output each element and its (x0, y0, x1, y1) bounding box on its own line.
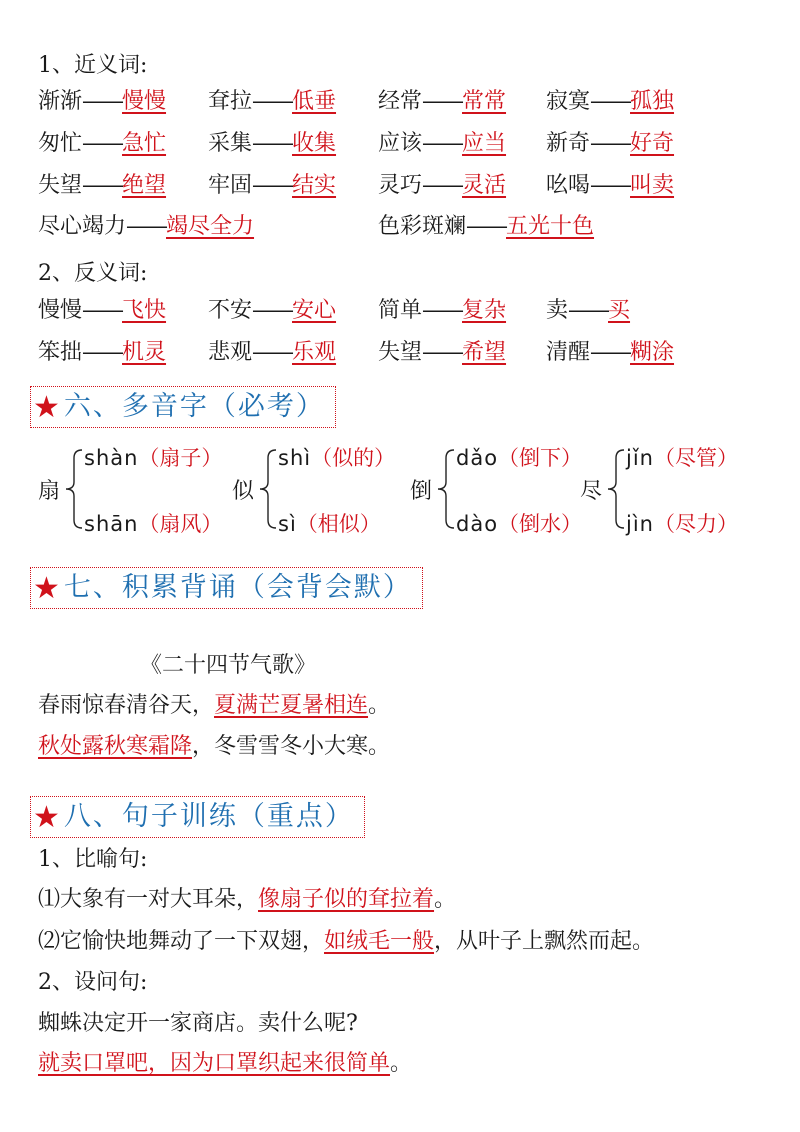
synonym-pair (38, 210, 254, 244)
word: 牢固 (208, 173, 253, 198)
dash: —— (126, 214, 167, 239)
answer: 叫卖 (630, 173, 675, 198)
poem-line-2-red: 秋处露秋寒霜降 (38, 734, 193, 759)
synonyms-heading: 1、近义词: (38, 53, 148, 78)
answer: 买 (608, 298, 631, 323)
pinyin: shì (278, 446, 312, 470)
answer: 安心 (292, 298, 337, 323)
answer: 希望 (462, 340, 507, 365)
dash: —— (82, 340, 123, 365)
rhetorical-question: 蜘蛛决定开一家商店。卖什么呢? (38, 1011, 358, 1036)
star-icon: ★ (33, 390, 60, 425)
word: 吆喝 (546, 173, 591, 198)
poem-line-2 (38, 729, 390, 760)
dash: —— (82, 298, 123, 323)
pinyin: shān (84, 512, 139, 536)
answer: 应当 (462, 131, 507, 156)
word: 采集 (208, 131, 253, 156)
antonym-pair (208, 294, 336, 328)
answer: 低垂 (292, 89, 337, 114)
example-word: （扇风） (138, 512, 223, 536)
word: 渐渐 (38, 89, 83, 114)
brace-icon (62, 448, 84, 530)
dash: —— (252, 131, 293, 156)
word: 耷拉 (208, 89, 253, 114)
poem-line-1 (38, 688, 390, 719)
synonym-pair (378, 169, 506, 203)
sentence-2-red: 如绒毛一般 (324, 929, 435, 954)
antonym-pair (378, 336, 506, 370)
example-word: （倒下） (498, 446, 583, 470)
word: 慢慢 (38, 298, 83, 323)
antonym-pair (38, 294, 166, 328)
antonym-pair (208, 336, 336, 370)
answer-red: 就卖口罩吧，因为口罩织起来很简单 (38, 1051, 391, 1076)
polyphone-reading-top (456, 442, 582, 472)
dash: —— (422, 340, 463, 365)
dash: —— (590, 340, 631, 365)
synonym-pair (38, 127, 166, 161)
pinyin: dào (456, 512, 499, 536)
polyphone-reading-top (84, 442, 222, 472)
polyphone-group (580, 438, 780, 538)
word: 灵巧 (378, 173, 423, 198)
antonym-pair (378, 294, 506, 328)
sentence-1-black: ⑴大象有一对大耳朵， (38, 887, 259, 912)
synonym-pair (378, 127, 506, 161)
antonym-pair (546, 336, 674, 370)
sentence-1-end: 。 (434, 887, 457, 912)
word: 悲观 (208, 340, 253, 365)
section-seven-box (30, 567, 423, 609)
synonym-pair (38, 85, 166, 119)
example-word: （尽管） (653, 446, 738, 470)
dash: —— (590, 89, 631, 114)
answer: 飞快 (122, 298, 167, 323)
metaphor-sentence-2 (38, 924, 654, 955)
dash: —— (422, 89, 463, 114)
example-word: （尽力） (653, 512, 738, 536)
brace-icon (434, 448, 456, 530)
synonym-pair (38, 169, 166, 203)
section-six-title: 六、多音字（必考） (63, 391, 325, 422)
answer: 常常 (462, 89, 507, 114)
synonym-pair (208, 127, 336, 161)
polyphone-group (38, 438, 238, 538)
word: 尽心竭力 (38, 214, 127, 239)
answer: 灵活 (462, 173, 507, 198)
poem-title: 《二十四节气歌》 (140, 653, 317, 678)
answer: 收集 (292, 131, 337, 156)
word: 新奇 (546, 131, 591, 156)
dash: —— (252, 173, 293, 198)
pinyin: shàn (84, 446, 139, 470)
polyphone-group (232, 438, 432, 538)
word: 应该 (378, 131, 423, 156)
polyphone-char: 似 (232, 479, 255, 504)
section-eight-title: 八、句子训练（重点） (63, 801, 354, 832)
star-icon: ★ (33, 800, 60, 835)
synonym-pair (378, 210, 594, 244)
section-six-box (30, 386, 336, 428)
word: 色彩斑斓 (378, 214, 467, 239)
polyphone-char: 尽 (580, 479, 603, 504)
metaphor-heading: 1、比喻句: (38, 847, 148, 872)
dash: —— (82, 173, 123, 198)
dash: —— (252, 89, 293, 114)
answer: 竭尽全力 (166, 214, 255, 239)
example-word: （似的） (311, 446, 396, 470)
section-eight-box (30, 796, 365, 838)
dash: —— (568, 298, 609, 323)
word: 简单 (378, 298, 423, 323)
dash: —— (466, 214, 507, 239)
dash: —— (252, 340, 293, 365)
brace-icon (256, 448, 278, 530)
polyphone-char: 扇 (38, 479, 61, 504)
answer: 糊涂 (630, 340, 675, 365)
polyphone-reading-bottom (84, 508, 222, 538)
poem-line-1-end: 。 (368, 693, 391, 718)
antonym-pair (38, 336, 166, 370)
polyphone-char: 倒 (410, 479, 433, 504)
word: 笨拙 (38, 340, 83, 365)
rhetorical-answer (38, 1046, 412, 1077)
synonym-pair (208, 85, 336, 119)
answer: 复杂 (462, 298, 507, 323)
antonym-pair (546, 294, 630, 328)
sentence-1-red: 像扇子似的耷拉着 (258, 887, 435, 912)
answer: 好奇 (630, 131, 675, 156)
synonym-pair (546, 85, 674, 119)
dash: —— (422, 173, 463, 198)
rhetorical-heading: 2、设问句: (38, 970, 148, 995)
example-word: （扇子） (138, 446, 223, 470)
answer: 慢慢 (122, 89, 167, 114)
answer-end: 。 (390, 1051, 413, 1076)
poem-line-1-black: 春雨惊春清谷天， (38, 693, 215, 718)
pinyin: sì (278, 512, 297, 536)
synonym-pair (546, 127, 674, 161)
polyphone-reading-top (278, 442, 395, 472)
answer: 五光十色 (506, 214, 595, 239)
word: 清醒 (546, 340, 591, 365)
answer: 结实 (292, 173, 337, 198)
sentence-2-end: ，从叶子上飘然而起。 (434, 929, 655, 954)
metaphor-sentence-1 (38, 882, 456, 913)
word: 失望 (378, 340, 423, 365)
poem-line-1-red: 夏满芒夏暑相连 (214, 693, 369, 718)
word: 失望 (38, 173, 83, 198)
word: 经常 (378, 89, 423, 114)
section-seven-title: 七、积累背诵（会背会默） (63, 572, 412, 603)
pinyin: jǐn (626, 446, 654, 470)
brace-icon (604, 448, 626, 530)
synonym-pair (546, 169, 674, 203)
dash: —— (590, 131, 631, 156)
poem-line-2-black: ，冬雪雪冬小大寒。 (192, 734, 391, 759)
dash: —— (82, 89, 123, 114)
dash: —— (252, 298, 293, 323)
sentence-2-black: ⑵它愉快地舞动了一下双翅， (38, 929, 325, 954)
answer: 机灵 (122, 340, 167, 365)
dash: —— (82, 131, 123, 156)
word: 匆忙 (38, 131, 83, 156)
dash: —— (590, 173, 631, 198)
pinyin: jìn (626, 512, 654, 536)
answer: 急忙 (122, 131, 167, 156)
star-icon: ★ (33, 571, 60, 606)
polyphone-reading-bottom (456, 508, 582, 538)
polyphone-reading-top (626, 442, 738, 472)
word: 不安 (208, 298, 253, 323)
answer: 乐观 (292, 340, 337, 365)
dash: —— (422, 298, 463, 323)
antonyms-heading: 2、反义词: (38, 261, 148, 286)
word: 寂寞 (546, 89, 591, 114)
word: 卖 (546, 298, 569, 323)
polyphone-reading-bottom (278, 508, 381, 538)
example-word: （倒水） (498, 512, 583, 536)
answer: 孤独 (630, 89, 675, 114)
example-word: （相似） (296, 512, 381, 536)
synonym-pair (378, 85, 506, 119)
dash: —— (422, 131, 463, 156)
polyphone-reading-bottom (626, 508, 738, 538)
synonym-pair (208, 169, 336, 203)
answer: 绝望 (122, 173, 167, 198)
pinyin: dǎo (456, 446, 499, 470)
